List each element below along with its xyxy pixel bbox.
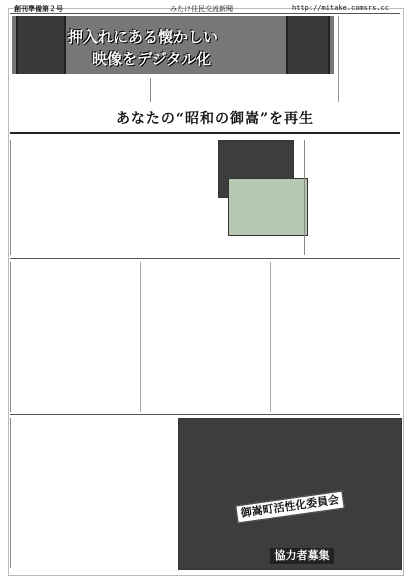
film-strip-left	[16, 16, 66, 74]
headline-banner	[12, 16, 334, 74]
article-2-column-rule-2	[270, 262, 271, 412]
publisher-name: みたけ住民交流新聞	[170, 5, 233, 13]
article-1-body-right	[304, 140, 401, 255]
section-divider-1	[10, 258, 400, 259]
subheading-bar	[10, 102, 400, 134]
film-strip-right	[286, 16, 330, 74]
recruit-banner: 協力者募集	[270, 548, 334, 564]
committee-label: 御嵩町活性化委員会	[235, 491, 344, 524]
intro-body-right	[150, 78, 335, 102]
issue-number: 創刊準備第２号	[14, 5, 63, 13]
article-2-body	[10, 262, 401, 412]
article-3-body	[10, 418, 171, 568]
banner-headline-line2: 映像をデジタル化	[92, 50, 212, 68]
article-1-body	[10, 140, 211, 255]
article-2-column-rule-1	[140, 262, 141, 412]
masthead-rule	[10, 13, 400, 14]
subheading: あなたの“昭和の御嵩”を再生	[115, 111, 315, 127]
intro-column	[338, 16, 401, 102]
section-divider-2	[10, 414, 400, 415]
site-url[interactable]: http://mitake.comsrs.cc	[292, 4, 389, 12]
film-reel-photo	[228, 178, 308, 236]
banner-headline-line1: 押入れにある懐かしい	[68, 28, 219, 46]
